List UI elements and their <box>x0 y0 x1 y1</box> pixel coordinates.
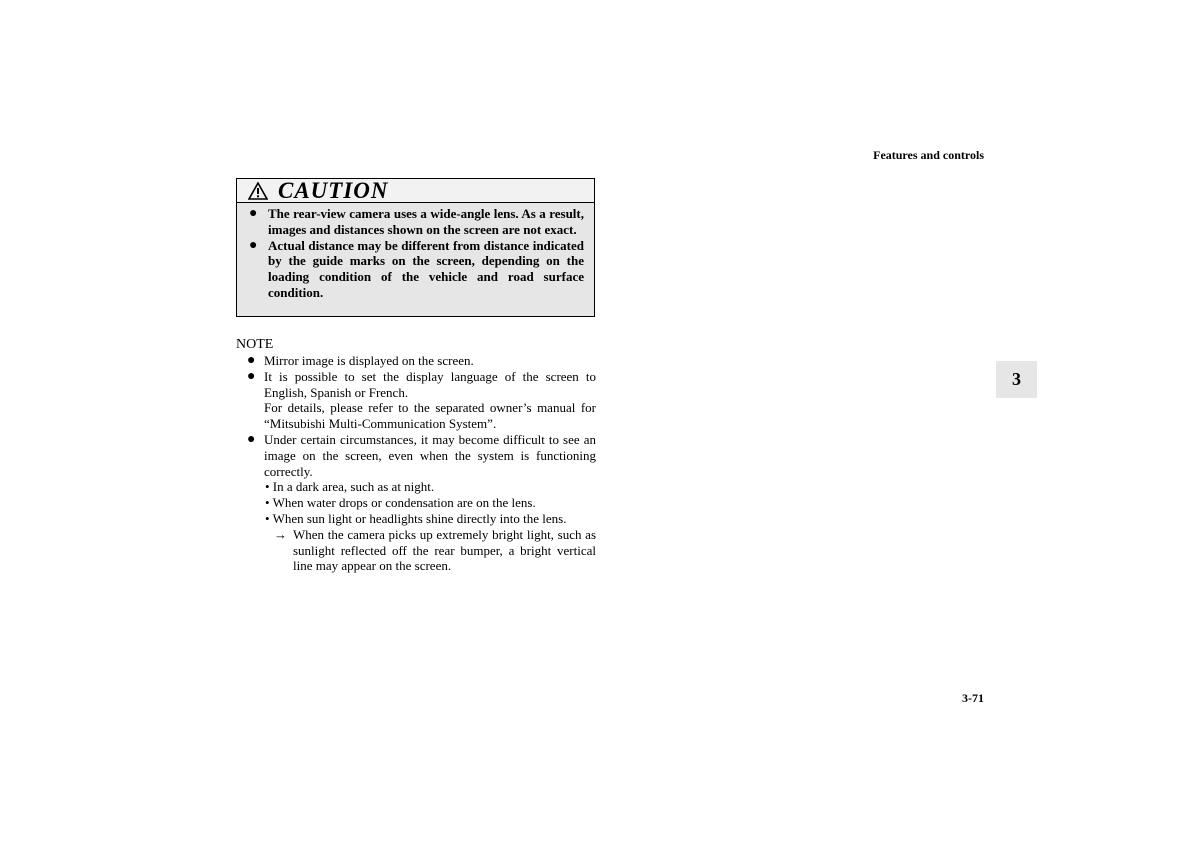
note-section <box>236 337 596 574</box>
note-title: NOTE <box>236 337 274 352</box>
note-item-text: Under certain circumstances, it may become difficult to see an image on the screen, even when the system is functioning correctly. <box>264 431 596 479</box>
condition-item: • In a dark area, such as at night. <box>265 479 435 495</box>
caution-item <box>249 206 584 238</box>
note-item <box>247 369 596 432</box>
caution-item-text: Actual distance may be different from distance indicated by the guide marks on the screen, depending on the loading condition of the vehicle and road surface condition. <box>268 237 584 300</box>
result-text: When the camera picks up extremely bright light, such as sunlight reflected off the rear bumper, a bright vertical line may appear on the screen. <box>293 526 596 574</box>
page-number: 3-71 <box>962 691 984 705</box>
condition-item: • When water drops or condensation are on the lens. <box>265 495 536 511</box>
arrow-icon: → <box>274 526 287 542</box>
bullet-icon: ● <box>249 206 258 221</box>
bullet-icon: ● <box>247 431 256 447</box>
running-header: Features and controls <box>873 148 984 162</box>
note-item-body <box>264 432 596 574</box>
condition-item: • When sun light or headlights shine directly into the lens. <box>265 510 567 526</box>
note-item-text: Mirror image is displayed on the screen. <box>264 353 474 368</box>
note-item <box>247 432 596 574</box>
caution-item-text: The rear-view camera uses a wide-angle lens. As a result, images and distances shown on the screen are not exact. <box>268 206 584 237</box>
bullet-icon: ● <box>247 353 256 368</box>
chapter-tab: 3 <box>996 361 1037 398</box>
bullet-icon: ● <box>249 237 258 253</box>
caution-box <box>236 178 595 317</box>
warning-triangle-icon <box>248 182 268 200</box>
caution-title: CAUTION <box>278 177 389 203</box>
note-item-body <box>264 369 596 432</box>
note-item-text: It is possible to set the display language of the screen to English, Spanish or French. <box>264 368 596 400</box>
note-item <box>247 353 596 369</box>
bullet-icon: ● <box>247 368 256 384</box>
caution-list <box>237 203 594 301</box>
note-item-extra: For details, please refer to the separated owner’s manual for “Mitsubishi Multi-Communication System”. <box>264 400 596 432</box>
caution-item <box>249 238 584 301</box>
condition-list <box>264 479 596 526</box>
caution-title-bar <box>237 179 594 203</box>
note-list <box>236 353 596 574</box>
result-line <box>264 527 596 574</box>
